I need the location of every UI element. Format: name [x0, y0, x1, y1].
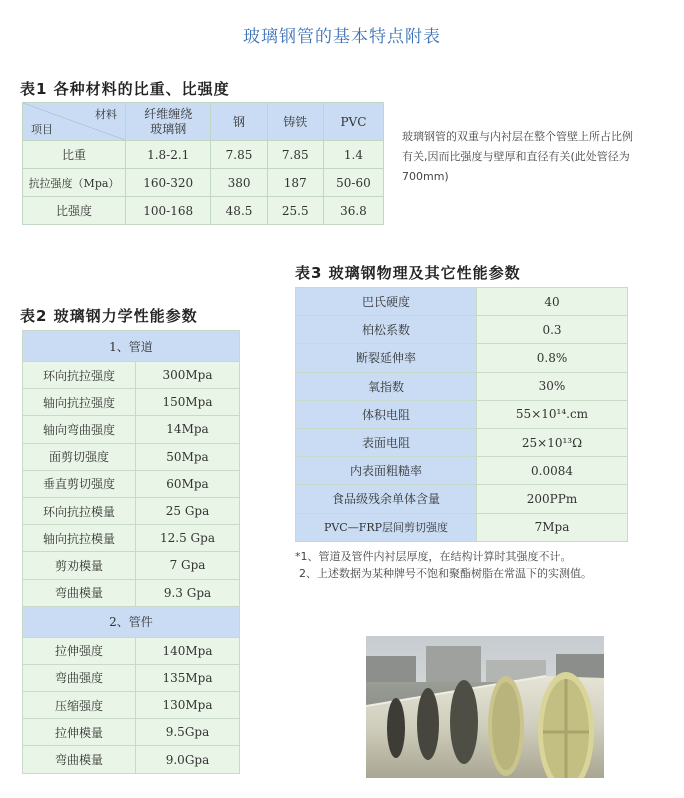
table-row: [296, 316, 628, 344]
table1-note: 玻璃钢管的双重与内衬层在整个管壁上所占比例有关,因而比强度与壁厚和直径有关(此处管径为700mm): [402, 130, 633, 183]
table2-label: 弯曲模量: [23, 746, 136, 773]
table1-header-row: [23, 103, 384, 141]
table3-value: 0.8%: [477, 344, 628, 372]
table3-value: 7Mpa: [477, 513, 628, 541]
table3-value: 40: [477, 288, 628, 316]
table-row: [23, 692, 240, 719]
table2-label: 环向抗拉模量: [23, 497, 136, 524]
page-title: 玻璃钢管的基本特点附表: [243, 27, 441, 47]
table2-section-title: 2、管件: [23, 606, 240, 637]
table-row: [23, 552, 240, 579]
table2-label: 剪劝模量: [23, 552, 136, 579]
table3-label: 表面电阻: [296, 428, 477, 456]
table2-label: 环向抗拉强度: [23, 362, 136, 389]
table-row: [23, 470, 240, 497]
table2-value: 14Mpa: [136, 416, 240, 443]
table1-col-frp: 纤维缠绕 玻璃钢: [126, 103, 211, 141]
table-row: [23, 637, 240, 664]
frp-pipes-photo: [366, 636, 604, 778]
table-row: [296, 485, 628, 513]
table1-cell: 50-60: [323, 169, 383, 197]
table2-value: 25 Gpa: [136, 497, 240, 524]
table2: [22, 330, 240, 774]
table2-value: 60Mpa: [136, 470, 240, 497]
table1-cell: 380: [211, 169, 267, 197]
table1-header-item: 项目: [31, 123, 53, 136]
table-row: [23, 443, 240, 470]
table2-section-title: 1、管道: [23, 331, 240, 362]
footnotes: [295, 548, 655, 582]
table2-label: 轴向抗拉模量: [23, 525, 136, 552]
table-row: [23, 416, 240, 443]
table2-label: 弯曲强度: [23, 664, 136, 691]
table1-col-steel: 钢: [211, 103, 267, 141]
table3-label: 氧指数: [296, 372, 477, 400]
table2-caption: 表2 玻璃钢力学性能参数: [20, 307, 198, 325]
table-row: [23, 497, 240, 524]
table1-cell: 100-168: [126, 197, 211, 225]
table1-row-label: 抗拉强度（Mpa）: [23, 169, 126, 197]
table3-caption: 表3 玻璃钢物理及其它性能参数: [295, 264, 521, 282]
table1-cell: 187: [267, 169, 323, 197]
table1-cell: 36.8: [323, 197, 383, 225]
table1-cell: 7.85: [267, 141, 323, 169]
table3-label: 食品级残余单体含量: [296, 485, 477, 513]
table-row: [296, 344, 628, 372]
table1-header-material: 材料: [95, 108, 117, 121]
table2-label: 垂直剪切强度: [23, 470, 136, 497]
table1-cell: 48.5: [211, 197, 267, 225]
table3-label: 柏松系数: [296, 316, 477, 344]
table1-diagonal-header: [23, 103, 126, 141]
table-row: [23, 362, 240, 389]
table3-label: 断裂延伸率: [296, 344, 477, 372]
table3-value: 55×10¹⁴.cm: [477, 400, 628, 428]
table1-cell: 160-320: [126, 169, 211, 197]
table2-value: 9.5Gpa: [136, 719, 240, 746]
table3-label: PVC—FRP层间剪切强度: [296, 513, 477, 541]
table3-label: 巴氏硬度: [296, 288, 477, 316]
table1-col-castiron: 铸铁: [267, 103, 323, 141]
table1-cell: 7.85: [211, 141, 267, 169]
table-row: [296, 288, 628, 316]
table-row: [23, 525, 240, 552]
table2-label: 轴向弯曲强度: [23, 416, 136, 443]
table2-value: 130Mpa: [136, 692, 240, 719]
table-row: [23, 746, 240, 773]
table2-value: 150Mpa: [136, 389, 240, 416]
table2-section-fittings: [23, 606, 240, 637]
table1-row-label: 比重: [23, 141, 126, 169]
table1-caption: 表1 各种材料的比重、比强度: [20, 80, 230, 98]
table2-value: 12.5 Gpa: [136, 525, 240, 552]
table1-cell: 1.8-2.1: [126, 141, 211, 169]
table2-label: 轴向抗拉强度: [23, 389, 136, 416]
table-row: [296, 372, 628, 400]
table-row: [23, 719, 240, 746]
frp-pipes-illustration: [366, 636, 604, 778]
table2-label: 弯曲模量: [23, 579, 136, 606]
table3-value: 25×10¹³Ω: [477, 428, 628, 456]
table-row: [23, 664, 240, 691]
table2-value: 135Mpa: [136, 664, 240, 691]
table2-value: 140Mpa: [136, 637, 240, 664]
table2-label: 压缩强度: [23, 692, 136, 719]
footnote-2: 2、上述数据为某种牌号不饱和聚酯树脂在常温下的实测值。: [299, 567, 592, 580]
table3-value: 0.0084: [477, 457, 628, 485]
table2-value: 7 Gpa: [136, 552, 240, 579]
table3-value: 200PPm: [477, 485, 628, 513]
table2-label: 面剪切强度: [23, 443, 136, 470]
table3-label: 内表面粗糙率: [296, 457, 477, 485]
table1-cell: 1.4: [323, 141, 383, 169]
table-row: [23, 579, 240, 606]
table-row: [296, 400, 628, 428]
table1-row-label: 比强度: [23, 197, 126, 225]
table-row: [23, 389, 240, 416]
table-row: [23, 141, 384, 169]
table-row: [23, 169, 384, 197]
footnote-1: *1、管道及管件内衬层厚度，在结构计算时其强度不计。: [295, 550, 572, 563]
table-row: [296, 428, 628, 456]
table1-cell: 25.5: [267, 197, 323, 225]
table2-value: 9.3 Gpa: [136, 579, 240, 606]
table3-label: 体积电阻: [296, 400, 477, 428]
table-row: [296, 457, 628, 485]
table2-label: 拉伸模量: [23, 719, 136, 746]
table2-label: 拉伸强度: [23, 637, 136, 664]
table-row: [296, 513, 628, 541]
table2-value: 300Mpa: [136, 362, 240, 389]
table2-section-pipe: [23, 331, 240, 362]
table1-col-pvc: PVC: [323, 103, 383, 141]
table3-value: 30%: [477, 372, 628, 400]
table3: [295, 287, 628, 542]
table2-value: 50Mpa: [136, 443, 240, 470]
table-row: [23, 197, 384, 225]
table1: [22, 102, 384, 225]
table2-value: 9.0Gpa: [136, 746, 240, 773]
table3-value: 0.3: [477, 316, 628, 344]
